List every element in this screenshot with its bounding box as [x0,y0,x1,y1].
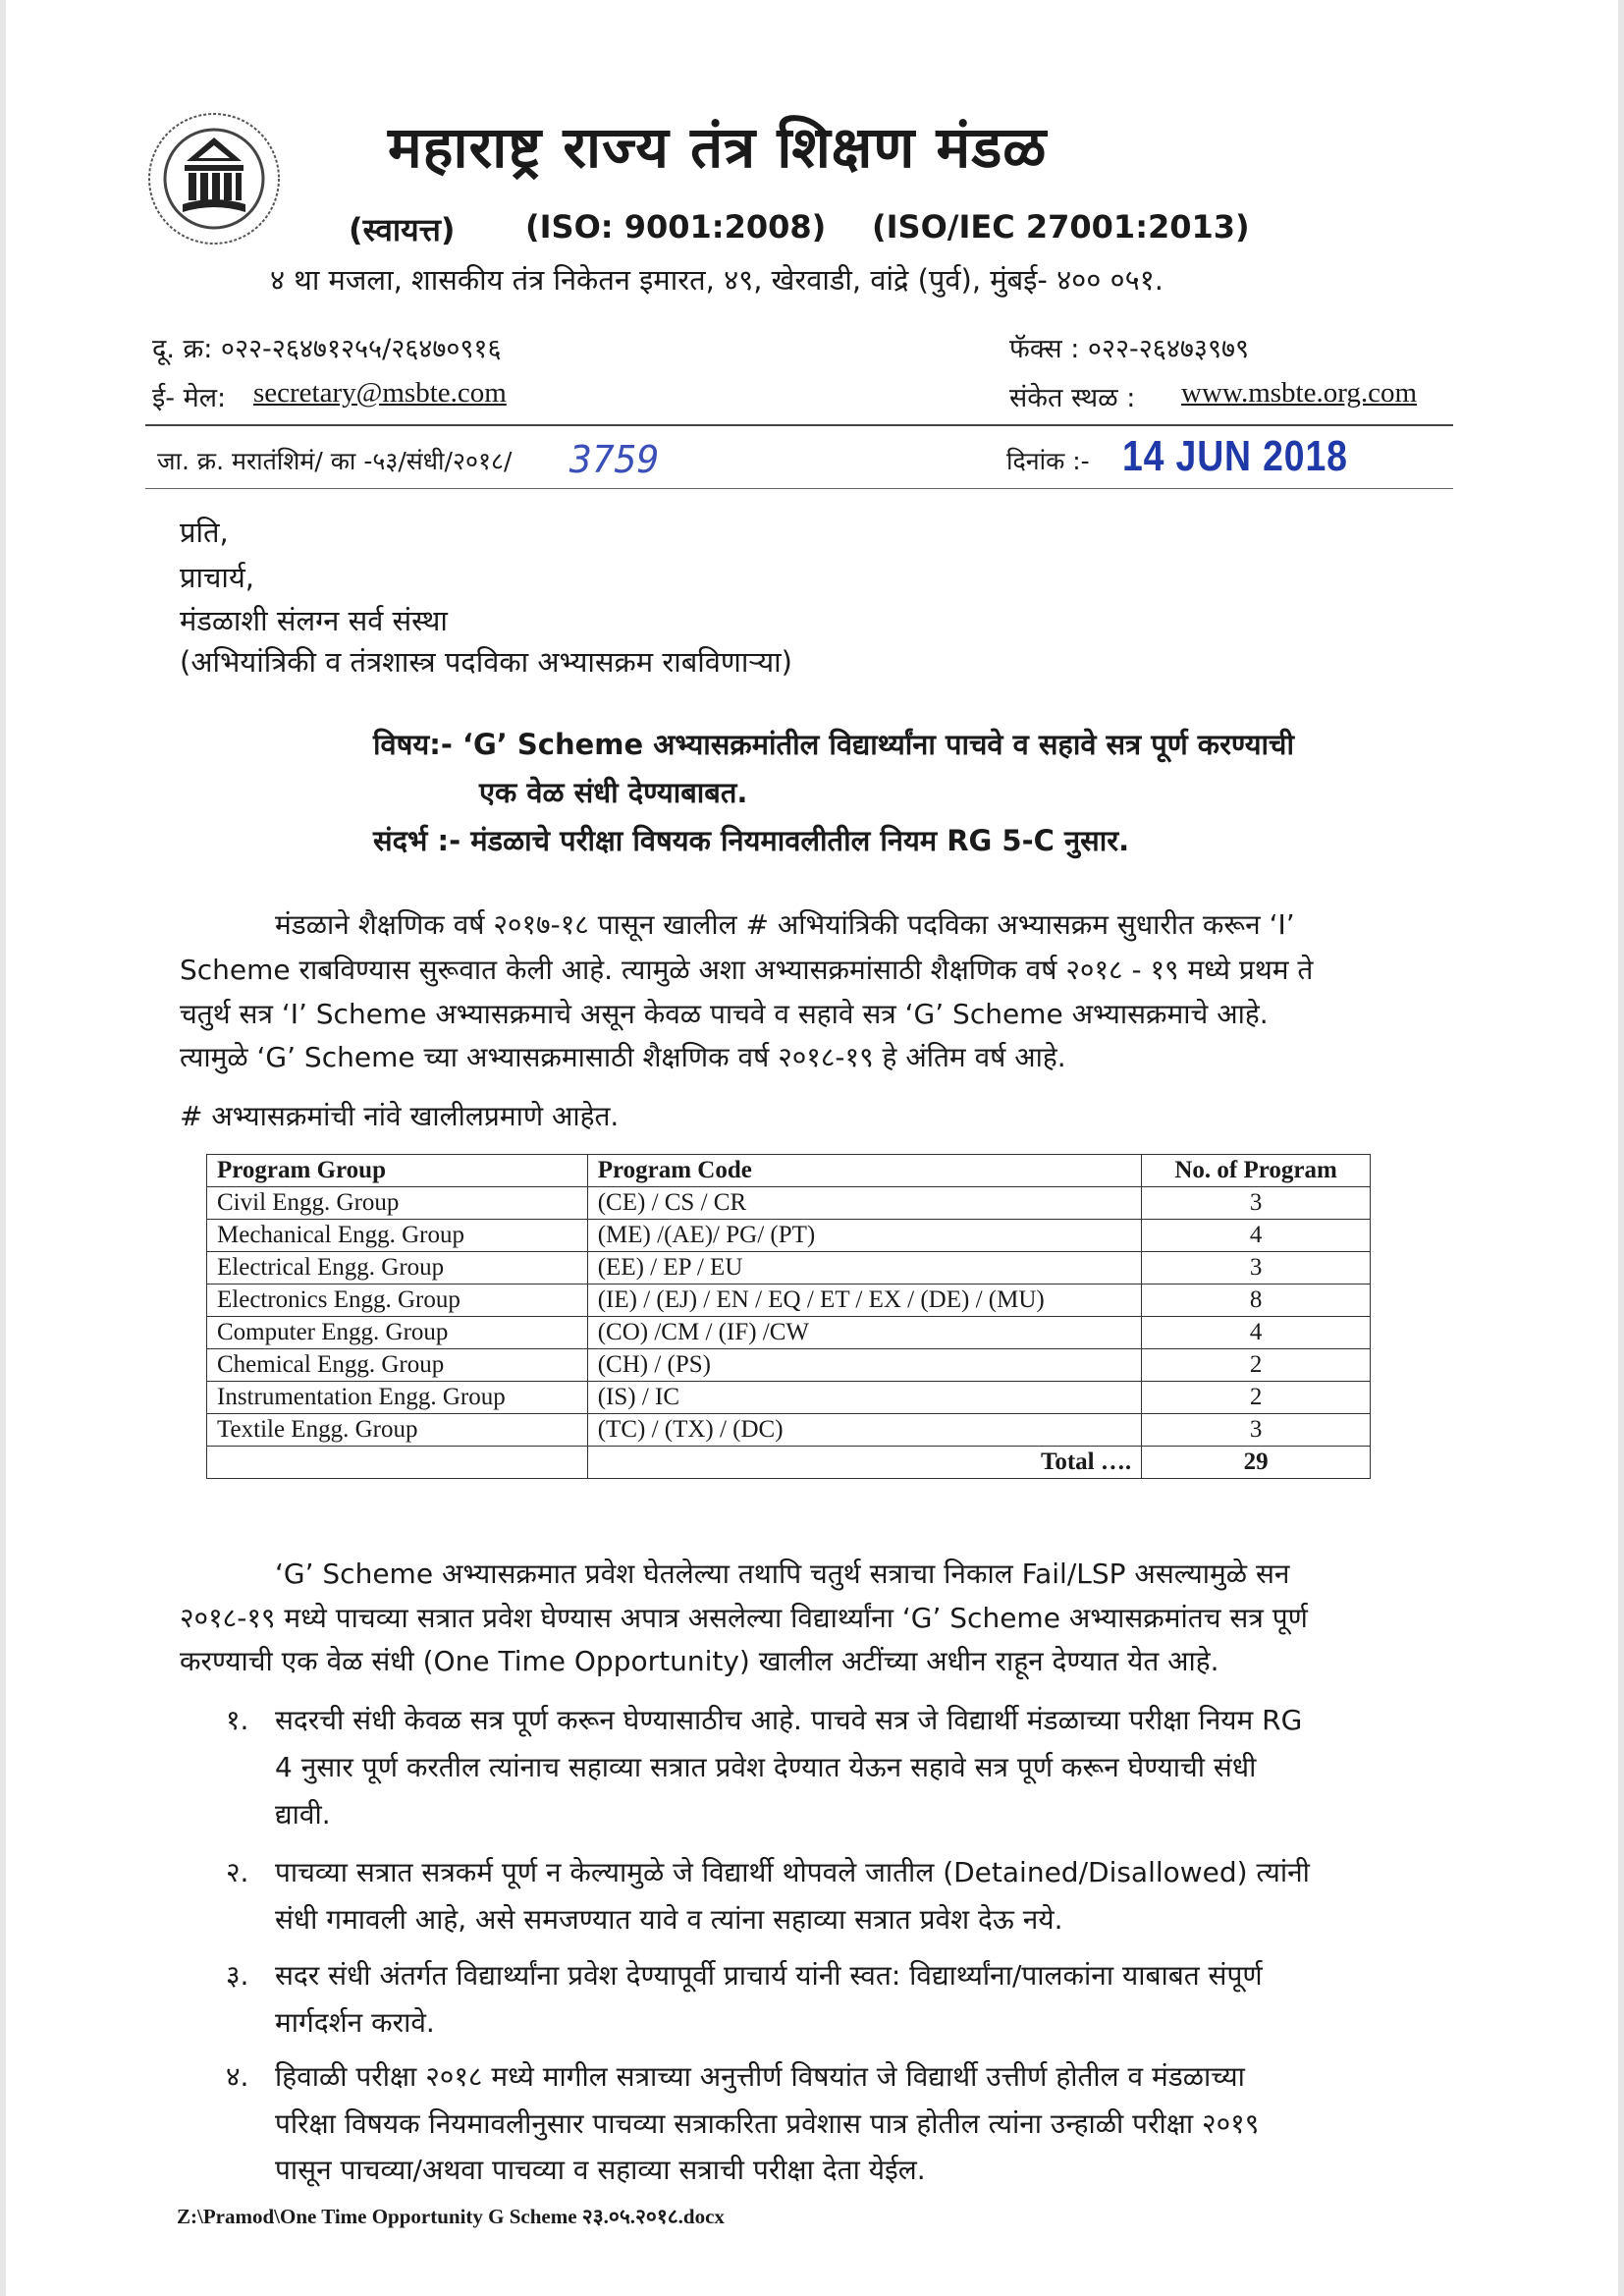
date-stamp: 14 JUN 2018 [1122,432,1348,480]
email-label: ई- मेल: [152,383,227,413]
condition-2-line-2: संधी गमावली आहे, असे समजण्यात यावे व त्यांना सहाव्या सत्रात प्रवेश देऊ नये. [275,1903,1063,1936]
cell-group: Chemical Engg. Group [207,1349,588,1382]
file-path-footer: Z:\Pramod\One Time Opportunity G Scheme २३.०५.२०१८.docx [177,2205,725,2228]
condition-1-number: १. [226,1704,249,1736]
table-row [207,1382,1371,1414]
table-row [207,1349,1371,1382]
cell-code: (CE) / CS / CR [587,1187,1141,1220]
board-logo-icon [145,110,283,247]
cell-group: Electronics Engg. Group [207,1285,588,1317]
header-no-of-program: No. of Program [1142,1155,1371,1187]
cell-group: Instrumentation Engg. Group [207,1382,588,1414]
condition-1-line-1: सदरची संधी केवळ सत्र पूर्ण करून घेण्यासाठीच आहे. पाचवे सत्र जे विद्यार्थी मंडळाच्या परीक्षा नियम RG [275,1704,1303,1736]
cell-group: Textile Engg. Group [207,1414,588,1447]
para1-line-1: मंडळाने शैक्षणिक वर्ष २०१७-१८ पासून खालील # अभियांत्रिकी पदविका अभ्यासक्रम सुधारीत करून ‘I’ [275,908,1295,941]
cell-group: Civil Engg. Group [207,1187,588,1220]
table-row [207,1187,1371,1220]
condition-4-line-1: हिवाळी परीक्षा २०१८ मध्ये मागील सत्राच्या अनुत्तीर्ण विषयांत जे विद्यार्थी उत्तीर्ण होतील व मंडळाच्या [275,2060,1245,2093]
cell-code: (TC) / (TX) / (DC) [587,1414,1141,1447]
cell-group: Mechanical Engg. Group [207,1220,588,1252]
cell-code: (CH) / (PS) [587,1349,1141,1382]
total-value: 29 [1142,1447,1371,1479]
cell-group: Electrical Engg. Group [207,1252,588,1285]
table-row [207,1252,1371,1285]
table-row [207,1220,1371,1252]
cell-count: 3 [1142,1414,1371,1447]
email-link[interactable]: secretary@msbte.com [253,377,507,409]
condition-3-line-2: मार्गदर्शन करावे. [275,2006,435,2039]
condition-4-line-3: पासून पाचव्या/अथवा पाचव्या व सहाव्या सत्राची परीक्षा देता येईल. [275,2154,926,2186]
condition-1-line-3: द्यावी. [275,1798,331,1831]
autonomous-label: (स्वायत्त) [349,211,456,248]
para1-line-2: Scheme राबविण्यास सुरूवात केली आहे. त्यामुळे अशा अभ्यासक्रमांसाठी शैक्षणिक वर्ष २०१८ - १९ मध्ये प्रथम ते [180,954,1314,986]
condition-1-line-2: 4 नुसार पूर्ण करतील त्यांनाच सहाव्या सत्रात प्रवेश देण्यात येऊन सहावे सत्र पूर्ण करून घेण्याची संधी [275,1751,1257,1783]
header-divider-bottom [145,488,1453,489]
reference-line: संदर्भ :- मंडळाचे परीक्षा विषयक नियमावलीतील नियम RG 5-C नुसार. [373,824,1130,857]
para2-line-1: ‘G’ Scheme अभ्यासक्रमात प्रवेश घेतलेल्या तथापि चतुर्थ सत्राचा निकाल Fail/LSP असल्यामुळे सन [275,1558,1290,1590]
website-link[interactable]: www.msbte.org.com [1181,377,1418,409]
condition-3-number: ३. [226,1959,249,1992]
addressee-line-3: मंडळाशी संलग्न सर्व संस्था [180,604,448,637]
cell-count: 4 [1142,1220,1371,1252]
reference-number: जा. क्र. मरातंशिमं/ का -५३/संधी/२०१८/ [157,447,513,475]
cell-count: 4 [1142,1317,1371,1349]
condition-3-line-1: सदर संधी अंतर्गत विद्यार्थ्यांना प्रवेश देण्यापूर्वी प्राचार्य यांनी स्वत: विद्यार्थ्यांना/पालकांना याबाबत संपूर्ण [275,1959,1263,1992]
para1-line-4: त्यामुळे ‘G’ Scheme च्या अभ्यासक्रमासाठी शैक्षणिक वर्ष २०१८-१९ हे अंतिम वर्ष आहे. [180,1041,1066,1073]
cell-count: 2 [1142,1349,1371,1382]
cell-count: 3 [1142,1252,1371,1285]
condition-2-line-1: पाचव्या सत्रात सत्रकर्म पूर्ण न केल्यामुळे जे विद्यार्थी थोपवले जातील (Detained/Disallowed) त्यांनी [275,1856,1310,1888]
subject-line-1: विषय:- ‘G’ Scheme अभ्यासक्रमांतील विद्यार्थ्यांना पाचवे व सहावे सत्र पूर्ण करण्याची [373,728,1294,761]
condition-4-line-2: परिक्षा विषयक नियमावलीनुसार पाचव्या सत्राकरिता प्रवेशास पात्र होतील त्यांना उन्हाळी परीक्षा २०१९ [275,2107,1260,2140]
table-row [207,1285,1371,1317]
fax-number: फॅक्स : ०२२-२६४७३९७९ [1009,334,1250,364]
para2-line-3: करण्याची एक वेळ संधी (One Time Opportunity) खालील अटींच्या अधीन राहून देण्यात येत आहे. [180,1645,1219,1677]
table-row [207,1414,1371,1447]
para2-line-2: २०१८-१९ मध्ये पाचव्या सत्रात प्रवेश घेण्यास अपात्र असलेल्या विद्यार्थ्यांना ‘G’ Scheme अभ्यासक्रमांतच सत्र पूर्ण [180,1602,1308,1634]
scan-edge-right [1618,0,1624,2296]
header-divider-top [145,424,1453,426]
table-row [207,1317,1371,1349]
cell-code: (IS) / IC [587,1382,1141,1414]
addressee-line-4: (अभियांत्रिकी व तंत्रशास्त्र पदविका अभ्यासक्रम राबविणाऱ्या) [180,645,792,679]
cell-count: 8 [1142,1285,1371,1317]
condition-2-number: २. [226,1856,249,1888]
table-header-row [207,1155,1371,1187]
condition-4-number: ४. [226,2060,249,2093]
iso-9001-label: (ISO: 9001:2008) [525,208,827,246]
date-label: दिनांक :- [1006,447,1090,475]
table-total-row [207,1447,1371,1479]
handwritten-ref-number: 3759 [569,438,660,481]
addressee-line-1: प्रति, [180,516,229,549]
para1-line-3: चतुर्थ सत्र ‘I’ Scheme अभ्यासक्रमाचे असून केवळ पाचवे व सहावे सत्र ‘G’ Scheme अभ्यासक्रमाचे आहे. [180,998,1269,1030]
header-program-group: Program Group [207,1155,588,1187]
cell-code: (ME) /(AE)/ PG/ (PT) [587,1220,1141,1252]
cell-count: 3 [1142,1187,1371,1220]
scan-edge-left [0,0,6,2296]
subject-line-2: एक वेळ संधी देण्याबाबत. [479,776,748,809]
cell-empty [207,1447,588,1479]
table-intro: # अभ्यासक्रमांची नांवे खालीलप्रमाणे आहेत. [180,1100,620,1132]
website-label: संकेत स्थळ : [1009,383,1136,413]
cell-code: (IE) / (EJ) / EN / EQ / ET / EX / (DE) / (MU) [587,1285,1141,1317]
iso-27001-label: (ISO/IEC 27001:2013) [872,208,1250,246]
cell-code: (EE) / EP / EU [587,1252,1141,1285]
total-label: Total …. [587,1447,1141,1479]
header-program-code: Program Code [587,1155,1141,1187]
org-address: ४ था मजला, शासकीय तंत्र निकेतन इमारत, ४९, खेरवाडी, वांद्रे (पुर्व), मुंबई- ४०० ०५१. [270,263,1164,297]
cell-group: Computer Engg. Group [207,1317,588,1349]
phone-numbers: दू. क्र: ०२२-२६४७१२५५/२६४७०९१६ [152,334,502,364]
cell-count: 2 [1142,1382,1371,1414]
org-title: महाराष्ट्र राज्य तंत्र शिक्षण मंडळ [388,114,1048,181]
addressee-line-2: प्राचार्य, [180,561,254,594]
program-table [206,1154,1371,1479]
cell-code: (CO) /CM / (IF) /CW [587,1317,1141,1349]
